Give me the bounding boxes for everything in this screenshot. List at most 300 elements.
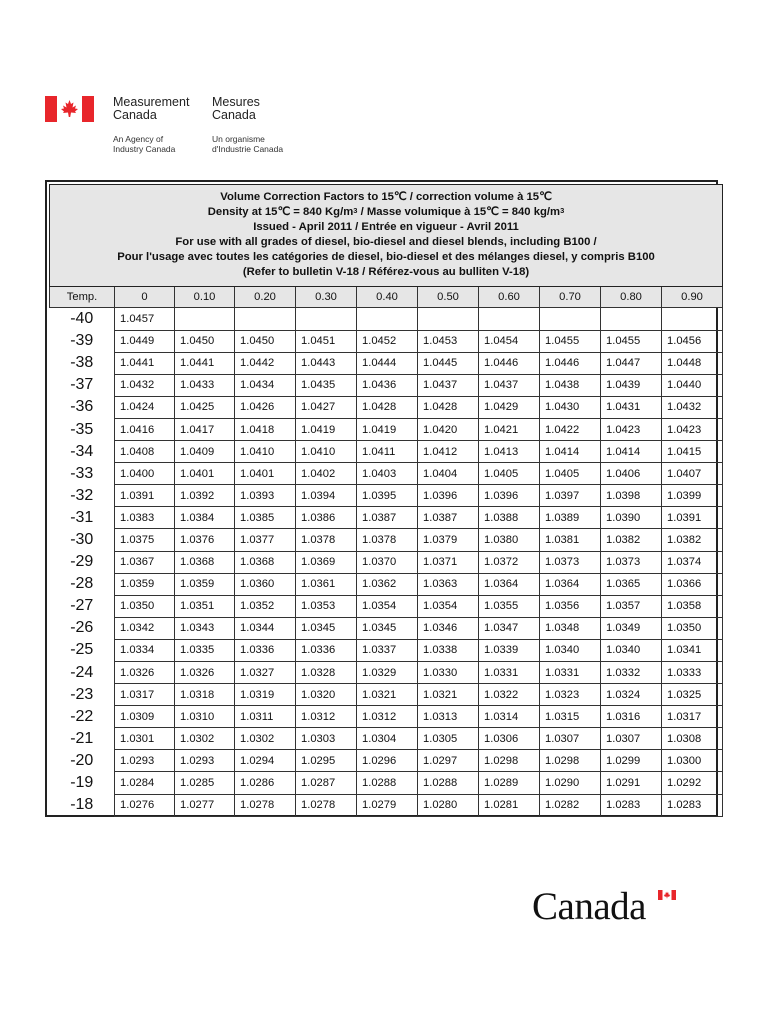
correction-factor-cell: 1.0410: [235, 441, 296, 463]
table-row: [50, 573, 723, 595]
correction-factor-cell: 1.0331: [479, 662, 540, 684]
temperature-cell: -24: [70, 663, 94, 681]
temperature-cell: -28: [70, 575, 94, 593]
table-row: [50, 529, 723, 551]
correction-factor-table-frame: [45, 180, 718, 817]
correction-factor-cell: 1.0358: [662, 595, 723, 617]
correction-factor-cell: 1.0389: [540, 507, 601, 529]
temperature-cell: -23: [70, 685, 94, 703]
correction-factor-cell: 1.0398: [601, 485, 662, 507]
correction-factor-cell: 1.0430: [540, 396, 601, 418]
correction-factor-cell: 1.0436: [357, 374, 418, 396]
correction-factor-cell: 1.0313: [418, 706, 479, 728]
correction-factor-cell: 1.0370: [357, 551, 418, 573]
correction-factor-cell: 1.0391: [115, 485, 175, 507]
correction-factor-cell: 1.0374: [662, 551, 723, 573]
correction-factor-cell: 1.0289: [479, 772, 540, 794]
table-row: [50, 551, 723, 573]
temperature-cell: -38: [70, 354, 94, 372]
correction-factor-cell: 1.0391: [662, 507, 723, 529]
correction-factor-cell: 1.0288: [357, 772, 418, 794]
correction-factor-cell: 1.0278: [235, 794, 296, 816]
table-body: [50, 308, 723, 817]
correction-factor-cell: 1.0388: [479, 507, 540, 529]
correction-factor-cell: 1.0324: [601, 684, 662, 706]
table-row: [50, 750, 723, 772]
correction-factor-cell: 1.0451: [296, 330, 357, 352]
correction-factor-cell: 1.0305: [418, 728, 479, 750]
column-header-value: 0.90: [662, 287, 723, 308]
correction-factor-cell: 1.0378: [357, 529, 418, 551]
correction-factor-cell: 1.0432: [115, 374, 175, 396]
correction-factor-cell: 1.0386: [296, 507, 357, 529]
correction-factor-cell: 1.0368: [175, 551, 235, 573]
correction-factor-cell: 1.0290: [540, 772, 601, 794]
correction-factor-cell: 1.0357: [601, 595, 662, 617]
correction-factor-cell: 1.0342: [115, 617, 175, 639]
correction-factor-cell: 1.0419: [296, 418, 357, 440]
temperature-cell: -31: [70, 508, 94, 526]
correction-factor-cell: 1.0424: [115, 396, 175, 418]
correction-factor-cell: 1.0353: [296, 595, 357, 617]
correction-factor-cell: 1.0367: [115, 551, 175, 573]
correction-factor-cell: 1.0311: [235, 706, 296, 728]
temperature-cell: -22: [70, 707, 94, 725]
correction-factor-cell: 1.0350: [662, 617, 723, 639]
correction-factor-cell: 1.0348: [540, 617, 601, 639]
correction-factor-cell: 1.0437: [418, 374, 479, 396]
correction-factor-cell: 1.0414: [601, 441, 662, 463]
correction-factor-cell: 1.0396: [479, 485, 540, 507]
correction-factor-cell: 1.0287: [296, 772, 357, 794]
correction-factor-cell: 1.0359: [175, 573, 235, 595]
correction-factor-cell: 1.0282: [540, 794, 601, 816]
title-line-2: [52, 205, 720, 220]
correction-factor-cell: 1.0321: [418, 684, 479, 706]
correction-factor-cell: 1.0421: [479, 418, 540, 440]
correction-factor-cell: 1.0365: [601, 573, 662, 595]
title-line-1: Volume Correction Factors to 15℃ / correction volume à 15℃: [220, 191, 552, 203]
correction-factor-cell: 1.0433: [175, 374, 235, 396]
correction-factor-cell: 1.0315: [540, 706, 601, 728]
correction-factor-cell: 1.0296: [357, 750, 418, 772]
correction-factor-cell: 1.0412: [418, 441, 479, 463]
correction-factor-cell: 1.0354: [418, 595, 479, 617]
correction-factor-cell: 1.0416: [115, 418, 175, 440]
correction-factor-cell: 1.0330: [418, 662, 479, 684]
column-header-value: 0.50: [418, 287, 479, 308]
table-row: [50, 684, 723, 706]
correction-factor-cell: 1.0408: [115, 441, 175, 463]
correction-factor-cell: 1.0288: [418, 772, 479, 794]
correction-factor-cell: 1.0304: [357, 728, 418, 750]
correction-factor-cell: 1.0450: [175, 330, 235, 352]
correction-factor-cell: 1.0415: [662, 441, 723, 463]
correction-factor-cell: 1.0338: [418, 639, 479, 661]
correction-factor-cell: 1.0434: [235, 374, 296, 396]
correction-factor-cell: 1.0429: [479, 396, 540, 418]
temperature-cell: -35: [70, 420, 94, 438]
correction-factor-cell: 1.0401: [235, 463, 296, 485]
correction-factor-cell: 1.0402: [296, 463, 357, 485]
agency-subtitle-fr-line1: Un organisme: [212, 134, 265, 144]
agency-name-fr-line2: Canada: [212, 108, 256, 122]
correction-factor-cell: 1.0326: [175, 662, 235, 684]
canada-wordmark-text: Canada: [532, 885, 646, 928]
title-line-3: Issued - April 2011 / Entrée en vigueur - Avril 2011: [253, 221, 519, 233]
canada-wordmark-flag-icon: [658, 890, 676, 900]
correction-factor-cell: 1.0337: [357, 639, 418, 661]
temperature-cell: -19: [70, 774, 94, 792]
correction-factor-cell: 1.0395: [357, 485, 418, 507]
correction-factor-cell: 1.0352: [235, 595, 296, 617]
correction-factor-cell: [175, 308, 235, 331]
correction-factor-cell: 1.0369: [296, 551, 357, 573]
correction-factor-cell: 1.0363: [418, 573, 479, 595]
correction-factor-cell: 1.0390: [601, 507, 662, 529]
table-row: [50, 706, 723, 728]
correction-factor-cell: 1.0359: [115, 573, 175, 595]
correction-factor-cell: 1.0435: [296, 374, 357, 396]
correction-factor-cell: 1.0426: [235, 396, 296, 418]
correction-factor-cell: 1.0364: [540, 573, 601, 595]
column-header-value: 0.20: [235, 287, 296, 308]
column-header-value: 0.40: [357, 287, 418, 308]
column-header-value: 0.70: [540, 287, 601, 308]
correction-factor-cell: 1.0319: [235, 684, 296, 706]
correction-factor-cell: 1.0308: [662, 728, 723, 750]
column-header-value: 0.80: [601, 287, 662, 308]
correction-factor-cell: 1.0394: [296, 485, 357, 507]
correction-factor-cell: 1.0455: [540, 330, 601, 352]
correction-factor-cell: 1.0378: [296, 529, 357, 551]
correction-factor-cell: 1.0382: [662, 529, 723, 551]
correction-factor-cell: 1.0361: [296, 573, 357, 595]
temperature-cell: -37: [70, 376, 94, 394]
title-line-4: For use with all grades of diesel, bio-diesel and diesel blends, including B100 /: [175, 236, 597, 248]
temperature-cell: -29: [70, 553, 94, 571]
temperature-cell: -36: [70, 398, 94, 416]
correction-factor-cell: 1.0414: [540, 441, 601, 463]
correction-factor-cell: 1.0351: [175, 595, 235, 617]
correction-factor-cell: 1.0384: [175, 507, 235, 529]
agency-subtitle-en-line1: An Agency of: [113, 134, 164, 144]
correction-factor-cell: 1.0422: [540, 418, 601, 440]
table-row: [50, 485, 723, 507]
title-line-6: (Refer to bulletin V-18 / Référez-vous au bulliten V-18): [242, 266, 530, 278]
correction-factor-cell: 1.0444: [357, 352, 418, 374]
correction-factor-cell: 1.0423: [662, 418, 723, 440]
table-row: [50, 639, 723, 661]
correction-factor-cell: 1.0440: [662, 374, 723, 396]
correction-factor-cell: 1.0302: [175, 728, 235, 750]
correction-factor-cell: 1.0346: [418, 617, 479, 639]
correction-factor-cell: 1.0355: [479, 595, 540, 617]
temperature-cell: -39: [70, 332, 94, 350]
column-header-value: 0.10: [175, 287, 235, 308]
correction-factor-cell: 1.0291: [601, 772, 662, 794]
correction-factor-cell: 1.0327: [235, 662, 296, 684]
table-row: [50, 396, 723, 418]
correction-factor-cell: 1.0331: [540, 662, 601, 684]
temperature-cell: -34: [70, 442, 94, 460]
correction-factor-cell: 1.0349: [601, 617, 662, 639]
correction-factor-cell: 1.0294: [235, 750, 296, 772]
correction-factor-cell: 1.0419: [357, 418, 418, 440]
table-row: [50, 330, 723, 352]
correction-factor-cell: 1.0418: [235, 418, 296, 440]
correction-factor-cell: 1.0302: [235, 728, 296, 750]
correction-factor-cell: 1.0328: [296, 662, 357, 684]
correction-factor-cell: 1.0314: [479, 706, 540, 728]
correction-factor-cell: 1.0383: [115, 507, 175, 529]
table-row: [50, 507, 723, 529]
correction-factor-cell: 1.0332: [601, 662, 662, 684]
correction-factor-cell: 1.0362: [357, 573, 418, 595]
correction-factor-cell: 1.0411: [357, 441, 418, 463]
correction-factor-cell: [235, 308, 296, 331]
correction-factor-cell: 1.0453: [418, 330, 479, 352]
title-line-2-part-a: Density at 15℃ = 840 Kg/m: [207, 206, 354, 218]
correction-factor-cell: 1.0406: [601, 463, 662, 485]
correction-factor-cell: 1.0318: [175, 684, 235, 706]
correction-factor-cell: 1.0326: [115, 662, 175, 684]
temperature-cell: -26: [70, 619, 94, 637]
correction-factor-cell: 1.0345: [296, 617, 357, 639]
correction-factor-cell: 1.0377: [235, 529, 296, 551]
temperature-cell: -30: [70, 530, 94, 548]
correction-factor-cell: [540, 308, 601, 331]
correction-factor-cell: 1.0343: [175, 617, 235, 639]
agency-subtitle-en: [113, 134, 175, 154]
correction-factor-cell: 1.0405: [479, 463, 540, 485]
correction-factor-cell: 1.0307: [540, 728, 601, 750]
correction-factor-cell: 1.0405: [540, 463, 601, 485]
correction-factor-cell: [357, 308, 418, 331]
title-line-5: Pour l'usage avec toutes les catégories de diesel, bio-diesel et des mélanges diesel, y compris B100: [117, 251, 655, 263]
correction-factor-cell: 1.0403: [357, 463, 418, 485]
correction-factor-cell: 1.0373: [540, 551, 601, 573]
correction-factor-cell: 1.0297: [418, 750, 479, 772]
temperature-cell: -33: [70, 464, 94, 482]
correction-factor-cell: 1.0306: [479, 728, 540, 750]
correction-factor-cell: 1.0431: [601, 396, 662, 418]
correction-factor-cell: 1.0321: [357, 684, 418, 706]
correction-factor-cell: 1.0366: [662, 573, 723, 595]
correction-factor-cell: 1.0340: [540, 639, 601, 661]
table-row: [50, 308, 723, 331]
correction-factor-cell: 1.0423: [601, 418, 662, 440]
correction-factor-cell: 1.0400: [115, 463, 175, 485]
correction-factor-cell: 1.0420: [418, 418, 479, 440]
correction-factor-cell: 1.0372: [479, 551, 540, 573]
correction-factor-cell: 1.0442: [235, 352, 296, 374]
correction-factor-cell: 1.0295: [296, 750, 357, 772]
column-header-value: 0.60: [479, 287, 540, 308]
correction-factor-cell: 1.0455: [601, 330, 662, 352]
correction-factor-cell: 1.0345: [357, 617, 418, 639]
correction-factor-cell: [418, 308, 479, 331]
correction-factor-cell: 1.0413: [479, 441, 540, 463]
table-row: [50, 463, 723, 485]
correction-factor-cell: 1.0340: [601, 639, 662, 661]
correction-factor-cell: 1.0322: [479, 684, 540, 706]
correction-factor-cell: 1.0310: [175, 706, 235, 728]
correction-factor-cell: 1.0425: [175, 396, 235, 418]
correction-factor-cell: 1.0333: [662, 662, 723, 684]
correction-factor-cell: 1.0382: [601, 529, 662, 551]
correction-factor-cell: 1.0284: [115, 772, 175, 794]
correction-factor-cell: 1.0385: [235, 507, 296, 529]
agency-name-en-line1: Measurement: [113, 95, 190, 109]
correction-factor-cell: 1.0441: [175, 352, 235, 374]
correction-factor-cell: 1.0336: [296, 639, 357, 661]
correction-factor-cell: 1.0317: [115, 684, 175, 706]
correction-factor-cell: 1.0375: [115, 529, 175, 551]
correction-factor-cell: 1.0276: [115, 794, 175, 816]
correction-factor-cell: 1.0301: [115, 728, 175, 750]
correction-factor-cell: 1.0329: [357, 662, 418, 684]
correction-factor-cell: 1.0399: [662, 485, 723, 507]
correction-factor-cell: 1.0364: [479, 573, 540, 595]
correction-factor-cell: 1.0285: [175, 772, 235, 794]
correction-factor-cell: 1.0457: [115, 308, 175, 331]
table-row: [50, 374, 723, 396]
correction-factor-cell: 1.0280: [418, 794, 479, 816]
correction-factor-cell: 1.0456: [662, 330, 723, 352]
correction-factor-cell: 1.0446: [540, 352, 601, 374]
correction-factor-cell: 1.0417: [175, 418, 235, 440]
agency-subtitle-fr-line2: d'Industrie Canada: [212, 144, 284, 154]
agency-name-en: [113, 96, 189, 122]
correction-factor-cell: 1.0401: [175, 463, 235, 485]
agency-name-en-line2: Canada: [113, 108, 157, 122]
correction-factor-cell: 1.0283: [601, 794, 662, 816]
correction-factor-cell: 1.0397: [540, 485, 601, 507]
correction-factor-cell: 1.0293: [115, 750, 175, 772]
correction-factor-cell: 1.0428: [357, 396, 418, 418]
correction-factor-cell: 1.0392: [175, 485, 235, 507]
table-row: [50, 418, 723, 440]
table-title-block: [50, 185, 723, 287]
correction-factor-cell: 1.0278: [296, 794, 357, 816]
correction-factor-cell: 1.0447: [601, 352, 662, 374]
correction-factor-cell: 1.0298: [540, 750, 601, 772]
correction-factor-cell: [296, 308, 357, 331]
correction-factor-cell: 1.0376: [175, 529, 235, 551]
temperature-cell: -21: [70, 729, 94, 747]
correction-factor-cell: 1.0356: [540, 595, 601, 617]
temperature-cell: -27: [70, 597, 94, 615]
agency-header: [45, 94, 365, 164]
correction-factor-cell: 1.0368: [235, 551, 296, 573]
correction-factor-cell: 1.0450: [235, 330, 296, 352]
correction-factor-cell: 1.0286: [235, 772, 296, 794]
correction-factor-cell: 1.0428: [418, 396, 479, 418]
table-row: [50, 617, 723, 639]
table-row: [50, 772, 723, 794]
correction-factor-cell: 1.0300: [662, 750, 723, 772]
title-line-2-superscript-1: 3: [353, 206, 358, 215]
temperature-cell: -18: [70, 796, 94, 814]
correction-factor-cell: 1.0336: [235, 639, 296, 661]
temperature-cell: -32: [70, 486, 94, 504]
correction-factor-cell: 1.0344: [235, 617, 296, 639]
correction-factor-cell: 1.0381: [540, 529, 601, 551]
correction-factor-cell: 1.0437: [479, 374, 540, 396]
correction-factor-cell: 1.0277: [175, 794, 235, 816]
correction-factor-cell: 1.0283: [662, 794, 723, 816]
correction-factor-cell: 1.0279: [357, 794, 418, 816]
agency-name-fr: [212, 96, 260, 122]
temperature-cell: -40: [70, 310, 94, 328]
correction-factor-cell: 1.0323: [540, 684, 601, 706]
correction-factor-cell: 1.0347: [479, 617, 540, 639]
correction-factor-cell: 1.0407: [662, 463, 723, 485]
correction-factor-cell: 1.0281: [479, 794, 540, 816]
correction-factor-cell: 1.0443: [296, 352, 357, 374]
canada-wordmark-logo: [532, 886, 682, 928]
column-header-value: 0: [115, 287, 175, 308]
correction-factor-cell: 1.0410: [296, 441, 357, 463]
correction-factor-cell: 1.0299: [601, 750, 662, 772]
correction-factor-cell: 1.0445: [418, 352, 479, 374]
agency-name-fr-line1: Mesures: [212, 95, 260, 109]
correction-factor-cell: 1.0309: [115, 706, 175, 728]
correction-factor-cell: 1.0317: [662, 706, 723, 728]
title-line-2-part-b: / Masse volumique à 15℃ = 840 kg/m: [357, 206, 561, 218]
correction-factor-cell: [662, 308, 723, 331]
correction-factor-cell: 1.0298: [479, 750, 540, 772]
table-row: [50, 352, 723, 374]
correction-factor-cell: 1.0312: [357, 706, 418, 728]
table-row: [50, 662, 723, 684]
correction-factor-cell: 1.0387: [357, 507, 418, 529]
temperature-cell: -25: [70, 641, 94, 659]
correction-factor-cell: 1.0380: [479, 529, 540, 551]
correction-factor-cell: 1.0379: [418, 529, 479, 551]
correction-factor-cell: 1.0354: [357, 595, 418, 617]
correction-factor-cell: [479, 308, 540, 331]
correction-factor-cell: 1.0446: [479, 352, 540, 374]
table-row: [50, 794, 723, 816]
correction-factor-cell: 1.0439: [601, 374, 662, 396]
correction-factor-cell: 1.0441: [115, 352, 175, 374]
correction-factor-cell: 1.0371: [418, 551, 479, 573]
correction-factor-cell: 1.0360: [235, 573, 296, 595]
correction-factor-cell: 1.0404: [418, 463, 479, 485]
canada-flag-icon: [45, 96, 94, 122]
table-row: [50, 441, 723, 463]
correction-factor-cell: 1.0409: [175, 441, 235, 463]
correction-factor-cell: 1.0452: [357, 330, 418, 352]
column-header-temp: Temp.: [50, 287, 115, 308]
correction-factor-cell: 1.0303: [296, 728, 357, 750]
table-row: [50, 595, 723, 617]
correction-factor-cell: 1.0449: [115, 330, 175, 352]
correction-factor-cell: 1.0334: [115, 639, 175, 661]
correction-factor-cell: 1.0339: [479, 639, 540, 661]
correction-factor-cell: 1.0325: [662, 684, 723, 706]
agency-subtitle-fr: [212, 134, 283, 154]
correction-factor-cell: 1.0293: [175, 750, 235, 772]
agency-subtitle-en-line2: Industry Canada: [113, 144, 176, 154]
correction-factor-cell: 1.0320: [296, 684, 357, 706]
correction-factor-cell: 1.0427: [296, 396, 357, 418]
column-header-row: [50, 287, 723, 308]
column-header-value: 0.30: [296, 287, 357, 308]
correction-factor-cell: 1.0396: [418, 485, 479, 507]
